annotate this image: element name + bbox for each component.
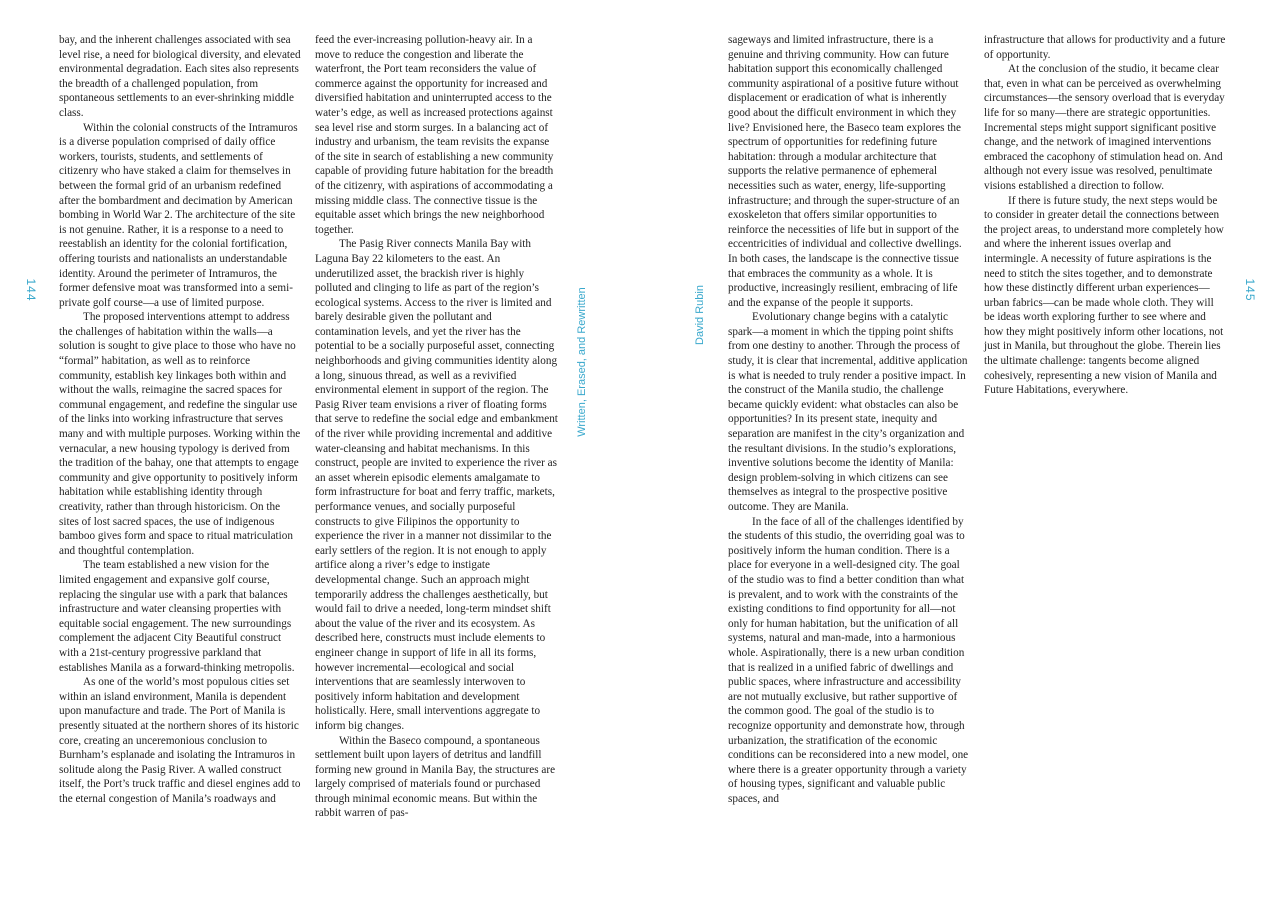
paragraph: If there is future study, the next steps would be to consider in greater detail the connections between the project areas, to understand more completely how and where the inherent issues overlap and intermingle. A necessity of future aspirations is the need to stitch the sites together, and to demonstrate how these distinctly different urban experiences—urban fabrics—can be made whole cloth. They will be ideas worth exploring further to see where and how they might positively inform other locations, not just in Manila, but throughout the globe. Therein lies the ultimate challenge: tangents become aligned cohesively, representing a new vision of Manila and Future Habitations, everywhere. [984, 194, 1224, 397]
paragraph: In the face of all of the challenges identified by the students of this studio, the overriding goal was to positively inform the human condition. There is a place for everyone in a well-designed city. The goal of the studio was to find a better condition than what is prevalent, and to work with the constraints of the existing conditions to find opportunity for all—not only for human habitation, but the unification of all systems, natural and man-made, into a harmonious whole. Aspirationally, there is a new urban condition that is realized in a unified fabric of dwellings and public spaces, where infrastructure and accessibility are not mutually exclusive, but rather supportive of the common good. The goal of the studio is to recognize opportunity and demonstrate how, through urbanization, the stratification of the economic conditions can be reconsidered into a new model, one where there is a greater opportunity through a variety of housing types, significant and valuable public spaces, and [728, 515, 969, 805]
page-number-left: 144 [24, 278, 38, 302]
text-column-2 [315, 33, 558, 821]
running-head-author: David Rubin [694, 285, 706, 345]
text-column-1 [59, 33, 301, 806]
paragraph: Within the colonial constructs of the Intramuros is a diverse population comprised of daily office workers, tourists, students, and settlements of citizenry who have staked a claim for themselves in between the formal grid of an urbanism redefined after the bombardment and decimation by American bombing in World War 2. The architecture of the site is not genuine. Rather, it is a response to a need to reestablish an identity for the colonial fortification, offering tourists and nationalists an understandable identity. Around the perimeter of Intramuros, the former defensive moat was transformed into a semi-private golf course—a use of limited purpose. [59, 121, 298, 309]
paragraph: sageways and limited infrastructure, there is a genuine and thriving community. How can future habitation support this economically challenged community aspirational of a positive future without displacement or eradication of what is inherently good about the difficult environment in which they live? Envisioned here, the Baseco team explores the spectrum of opportunities for redefining future habitation: through a modular architecture that supports the relative permanence of ephemeral necessities such as water, energy, life-supporting infrastructure; and through the super-structure of an exoskeleton that offers similar opportunities to reinforce the necessities of life but in support of the eccentricities of individual and collective dwellings. In both cases, the landscape is the connective tissue that embraces the community as a whole. It is productive, increasingly resilient, embracing of life and the expanse of the people it supports. [728, 34, 962, 309]
text-column-3 [728, 33, 970, 806]
running-head-title: Written, Erased, and Rewritten [576, 287, 588, 437]
paragraph: As one of the world’s most populous cities set within an island environment, Manila is dependent upon manufacture and trade. The Port of Manila is presently situated at the northern shores of its historic core, creating an unceremonious conclusion to Burnham’s esplanade and isolating the Intramuros in solitude along the Pasig River. A walled construct itself, the Port’s truck traffic and diesel engines add to the eternal congestion of Manila’s roadways and [59, 676, 301, 805]
paragraph: The team established a new vision for the limited engagement and expansive golf course, replacing the singular use with a park that balances infrastructure and water cleansing properties with equitable social engagement. The new surroundings complement the adjacent City Beautiful construct with a 21st-century progressive parkland that establishes Manila as a forward-thinking metropolis. [59, 559, 295, 674]
paragraph: bay, and the inherent challenges associated with sea level rise, a need for biological diversity, and elevated environmental degradation. Each sites also represents the breadth of a challenged population, from spontaneous settlements to an ever-shrinking middle class. [59, 34, 301, 119]
paragraph: The proposed interventions attempt to address the challenges of habitation within the walls—a solution is sought to give place to those who have no “formal” habitation, as well as to reinforce community, establish key linkages both within and without the walls, reimagine the sacred spaces for communal engagement, and redefine the singular use of the links into working infrastructure that serves many and with multiple purposes. Working within the vernacular, a new housing typology is derived from the tradition of the bahay, one that attempts to engage community and give opportunity to positively inform habitation while establishing identity through creativity, rather than through historicism. On the sites of lost sacred spaces, the use of indigenous bamboo gives form and space to ritual matriculation and thoughtful contemplation. [59, 311, 301, 557]
paragraph: The Pasig River connects Manila Bay with Laguna Bay 22 kilometers to the east. An underutilized asset, the brackish river is highly polluted and clinging to life as part of the region’s ecological systems. Access to the river is limited and barely desirable given the pollutant and contamination levels, and yet the river has the potential to be a socially purposeful asset, connecting neighborhoods and giving communities identity along a long, sinuous thread, as well as a revivified environmental element in support of the region. The Pasig River team envisions a river of floating forms that serve to redefine the social edge and embankment of the river while providing incremental and additive water-cleansing and habitat mechanisms. In this construct, people are invited to experience the river as an asset wherein episodic elements amalgamate to form infrastructure for boat and ferry traffic, markets, performance venues, and socially purposeful constructs to give Filipinos the opportunity to experience the river in a manner not dissimilar to the early settlers of the region. It is not enough to apply artifice along a river’s edge to instigate developmental change. Such an approach might temporarily address the challenges aesthetically, but would fail to drive a needed, long-term mindset shift about the value of the river and its ecosystem. As described here, constructs must include elements to engineer change in support of life in all its forms, however incremental—ecological and social interventions that are seamlessly interwoven to positively inform habitation and development holistically. Here, small interventions aggregate to inform big changes. [315, 238, 558, 732]
paragraph: Evolutionary change begins with a catalytic spark—a moment in which the tipping point shifts from one destiny to another. Through the process of study, it is clear that incremental, additive application is what is needed to truly render a positive impact. In the construct of the Manila studio, the challenge became quickly evident: what obstacles can also be opportunities? In its present state, inequity and separation are manifest in the city’s organization and the resultant divisions. In the studio’s explorations, inventive solutions become the identity of Manila: design problem-solving in which citizens can see themselves as integral to the prospective positive outcome. They are Manila. [728, 311, 968, 513]
paragraph: At the conclusion of the studio, it became clear that, even in what can be perceived as overwhelming circumstances—the sensory overload that is everyday life for so many—there are strategic opportunities. Incremental steps might support significant positive change, and the network of imagined interventions embraced the cacophony of stimulation head on. And although not every issue was resolved, penultimate visions established a direction to follow. [984, 63, 1225, 192]
paragraph: infrastructure that allows for productivity and a future of opportunity. [984, 34, 1226, 61]
text-column-4 [984, 33, 1226, 398]
page-number-right: 145 [1243, 278, 1257, 302]
paragraph: feed the ever-increasing pollution-heavy air. In a move to reduce the congestion and liberate the waterfront, the Port team reconsiders the value of commerce against the opportunity for increased and diversified habitation and uninterrupted access to the water’s edge, as well as increased protections against sea level rise and storm surges. In a balancing act of industry and urbanism, the team revisits the expanse of the site in search of establishing a new community capable of providing future habitation for the breadth of the citizenry, with aspirations of accommodating a missing middle class. The connective tissue is the equitable asset which brings the new neighborhood together. [315, 34, 554, 236]
paragraph: Within the Baseco compound, a spontaneous settlement built upon layers of detritus and landfill forming new ground in Manila Bay, the structures are largely comprised of materials found or purchased through minimal economic means. But within the rabbit warren of pas- [315, 734, 556, 820]
